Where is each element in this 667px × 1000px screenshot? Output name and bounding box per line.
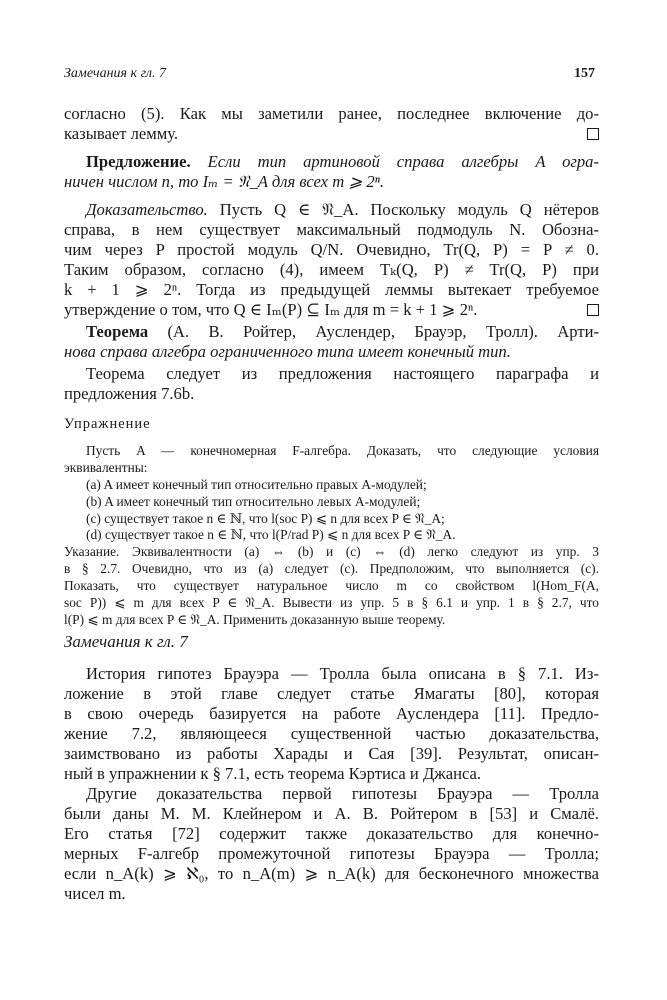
- notes-line: чисел m.: [64, 884, 126, 903]
- proposition-text: ничен числом n, то Iₘ = 𝔑_A для всех m ⩾ 2ⁿ.: [64, 172, 385, 191]
- text-line: согласно (5). Как мы заметили ранее, последнее включение до-: [64, 104, 599, 123]
- exercise-line: эквивалентны:: [64, 459, 148, 475]
- exercise-condition-c: (c) существует такое n ∈ ℕ, что l(soc P) ⩽ n для всех P ∈ 𝔑_A;: [86, 510, 445, 526]
- proof-line: k + 1 ⩾ 2ⁿ. Тогда из предыдущей леммы вытекает требуемое: [64, 280, 599, 299]
- notes-line: Другие доказательства первой гипотезы Брауэра — Тролла: [86, 784, 599, 803]
- proof-line-with-qed: [64, 300, 599, 320]
- notes-line: если n_A(k) ⩾ ℵ₀, то n_A(m) ⩾ n_A(k) для бесконечного множества: [64, 864, 599, 883]
- proposition-label: Предложение.: [86, 152, 191, 171]
- proof-line: Таким образом, согласно (4), имеем Tₖ(Q, P) ≠ Tr(Q, P) при: [64, 260, 599, 279]
- theorem-note: [64, 364, 599, 404]
- intro-paragraph: [64, 104, 599, 144]
- running-title: Замечания к гл. 7: [64, 66, 166, 81]
- proposition-line: [64, 152, 599, 172]
- exercise-condition-d: (d) существует такое n ∈ ℕ, что l(P/rad P) ⩽ n для всех P ∈ 𝔑_A.: [86, 527, 456, 543]
- text-line: казывает лемму.: [64, 124, 179, 143]
- qed-box-icon: [587, 128, 599, 140]
- exercise-hint-line: l(P) ⩽ m для всех P ∈ 𝔑_A. Применить доказанную выше теорему.: [64, 611, 446, 627]
- theorem-label: Теорема: [86, 322, 149, 341]
- notes-line: жение 7.2, являющееся существенной частью доказательства,: [64, 724, 599, 743]
- proof-line: справа, в нем существует максимальный подмодуль N. Обозна-: [64, 220, 599, 239]
- proof-text: Пусть Q ∈ 𝔑_A. Поскольку модуль Q нётеров: [219, 200, 599, 219]
- proof-line: [64, 200, 599, 220]
- exercise-condition-a: (a) A имеет конечный тип относительно правых A-модулей;: [86, 476, 427, 492]
- text-line-with-qed: [64, 124, 599, 144]
- notes-line: ный в упражнении к § 7.1, есть теорема Кэртиса и Джанса.: [64, 764, 482, 783]
- exercise-hint-line: Показать, что существует натуральное число m со свойством l(Hom_F(A,: [64, 578, 599, 594]
- notes-line: были даны М. М. Клейнером и А. В. Ройтером в [53] и Смалё.: [64, 804, 599, 823]
- theorem: [64, 322, 599, 362]
- proof-label: Доказательство.: [86, 200, 208, 219]
- exercise-hint-line: Указание. Эквивалентности (a) ⇔ (b) и (c) ⇔ (d) легко следуют из упр. 3: [64, 544, 599, 560]
- section-heading: Замечания к гл. 7: [64, 632, 188, 651]
- proof-line: утверждение о том, что Q ∈ Iₘ(P) ⊆ Iₘ для m = k + 1 ⩾ 2ⁿ.: [64, 300, 478, 319]
- qed-box-icon: [587, 304, 599, 316]
- exercise-hint-line: в § 2.7. Очевидно, что из (a) следует (c). Предположим, что выполняется (c).: [64, 561, 599, 577]
- notes-body: [64, 664, 599, 904]
- proof: [64, 200, 599, 320]
- notes-line: заимствовано из работы Харады и Сая [39]. Результат, описан-: [64, 744, 599, 763]
- notes-line: в свою очередь базируется на работе Ауслендера [11]. Предло-: [64, 704, 599, 723]
- proposition-line: [64, 172, 599, 192]
- exercise-hint-line: soc P)) ⩽ m для всех P ∈ 𝔑_A. Вывести из упр. 5 в § 6.1 и упр. 1 в § 2.7, что: [64, 595, 599, 611]
- page-number: 157: [574, 66, 595, 81]
- notes-line: Его статья [72] содержит также доказательство для конечно-: [64, 824, 599, 843]
- proposition: [64, 152, 599, 192]
- exercise-heading: Упражнение: [64, 416, 151, 432]
- notes-line: мерных F-алгебр промежуточной гипотезы Брауэра — Тролла;: [64, 844, 599, 863]
- text-line: предложения 7.6b.: [64, 384, 195, 403]
- proof-line: чим через P простой модуль Q/N. Очевидно, Tr(Q, P) = P ≠ 0.: [64, 240, 599, 259]
- exercise-condition-b: (b) A имеет конечный тип относительно левых A-модулей;: [86, 493, 421, 509]
- theorem-text: нова справа алгебра ограниченного типа имеет конечный тип.: [64, 342, 511, 361]
- notes-line: ложение в этой главе следует статье Ямагаты [80], которая: [64, 684, 599, 703]
- exercise-line: Пусть A — конечномерная F-алгебра. Доказать, что следующие условия: [86, 443, 599, 458]
- theorem-line: [64, 342, 599, 362]
- theorem-attribution: (А. В. Ройтер, Ауслендер, Брауэр, Тролл). Арти-: [167, 322, 599, 341]
- text-line: Теорема следует из предложения настоящего параграфа и: [86, 364, 599, 383]
- proposition-text: Если тип артиновой справа алгебры A огра-: [207, 152, 599, 171]
- notes-line: История гипотез Брауэра — Тролла была описана в § 7.1. Из-: [86, 664, 599, 683]
- exercise-body: [64, 443, 599, 629]
- theorem-line: [64, 322, 599, 342]
